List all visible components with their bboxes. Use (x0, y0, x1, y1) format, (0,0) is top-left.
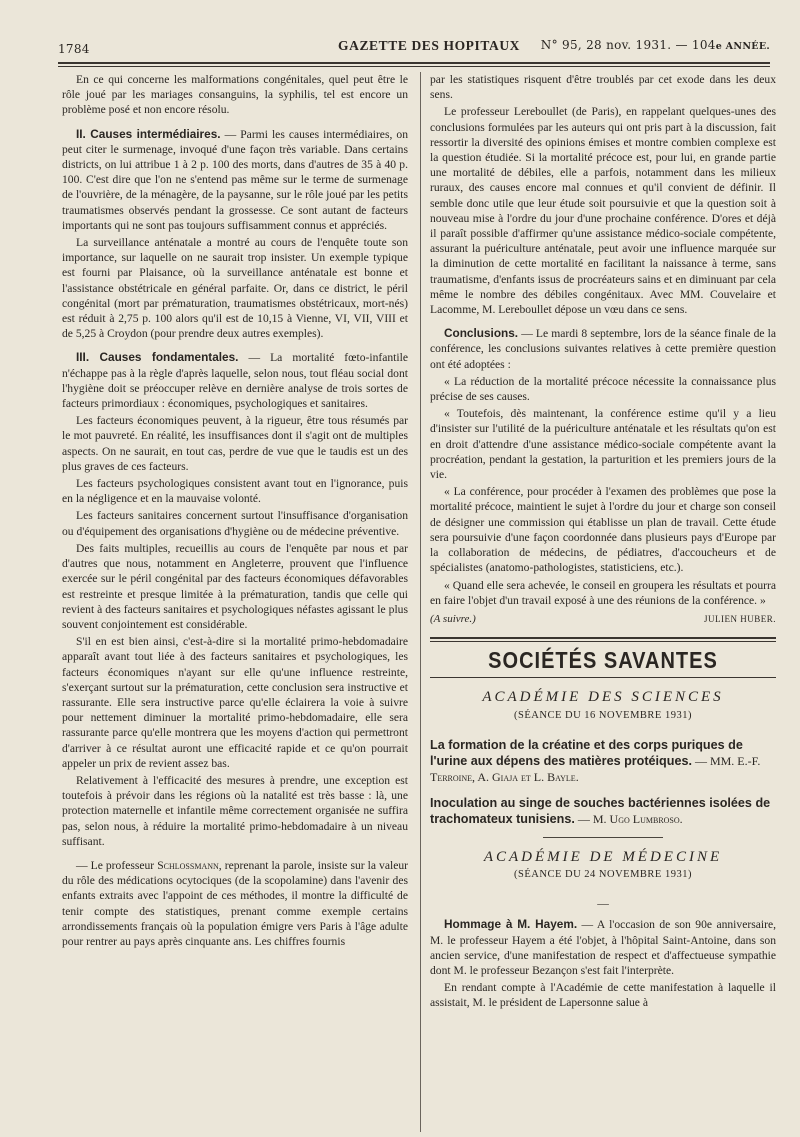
academy-heading: ACADÉMIE DES SCIENCES (482, 689, 724, 706)
section-rule-thin (430, 641, 776, 642)
session-date: (SÉANCE DU 16 NOVEMBRE 1931) (514, 709, 692, 721)
paragraph: La surveillance anténatale a montré au cours de l'enquête toute son importance, sur laquelle on ne saurait trop insister. Un exemple typique est fourni par Plaisance, où la surveillance anténatale est bonne et l'assistance obstétricale en général parfaite. Or, dans ce district, le péril congénital (mort par prématuration, traumatismes obstétricaux, mort-nés) est réduit à 2,75 p. 100 alors qu'il est de 10,15 à Vienne, VI, VII, VIII et de 5,25 à Croydon (pour prendre deux autres exemples). (62, 236, 408, 341)
paragraph: En ce qui concerne les malformations congénitales, quel peut être le rôle joué par les mariages consanguins, la syphilis, tel est encore un problème posé et non encore résolu. (62, 73, 408, 117)
paragraph: Relativement à l'efficacité des mesures à prendre, une exception est toutefois à prévoir dans les régions où la natalité est très basse : là, une protection maternelle et infantile même correctement organisée ne suffira pas, selon nous, à réduire la mortalité primo-hebdomadaire à un niveau suffisant. (62, 773, 408, 848)
journal-title: GAZETTE DES HOPITAUX (338, 38, 521, 53)
communication: La formation de la créatine et des corps puriques de l'urine aux dépens des matières protéiques. — MM. E.-F. Terroine, A. Giaja et L. Bayle. (430, 737, 761, 784)
paragraph: Les facteurs sanitaires concernent surtout l'insuffisance d'organisation ou d'équipement des organisations d'hygiène ou de médecine préventive. (62, 509, 408, 538)
signature-row (430, 612, 776, 627)
paragraph: « La réduction de la mortalité précoce nécessite la connaissance plus précise de ses causes. (430, 374, 776, 404)
left-column (62, 72, 408, 951)
paragraph: Des faits multiples, recueillis au cours de l'enquête par nous et par d'autres que nous, notamment en Angleterre, prouvent que l'influence exercée sur le péril congénital par des facteurs économiques défavorables est restreinte et presque limitée à la prématuration, tandis que celle qui revient à des facteurs sanitaires et psychologiques néfastes agissant le plus souvent conjointement est considérable. (62, 541, 408, 631)
page-number: 1784 (58, 42, 90, 56)
author-signature: JULIEN HUBER. (704, 613, 776, 624)
section-heading: II. Causes intermédiaires. (76, 126, 221, 141)
paragraph: Hommage à M. Hayem. — A l'occasion de son 90e anniversaire, M. le professeur Hayem a été l'objet, à l'hôpital Saint-Antoine, dans son ancien service, d'une manifestation de respect et d'affectueuse sympathie dont M. le professeur Bezançon s'est fait l'interprète. (430, 917, 776, 977)
right-column (430, 72, 776, 1013)
paragraph: par les statistiques risquent d'être troublés par cet exode dans les deux sens. (430, 73, 776, 102)
issue-info: N° 95, 28 nov. 1931. — 104e ANNÉE. (540, 38, 770, 52)
paragraph: Les facteurs économiques peuvent, à la rigueur, être tous résumés par le mot pauvreté. En réalité, les insuffisances dont il s'agit ont de multiples aspects. On ne saurait, en tout cas, perdre de vue que le taudis est un des plus graves de ces facteurs. (62, 414, 408, 473)
divider-dash: — (597, 897, 609, 911)
paragraph: II. Causes intermédiaires. — Parmi les causes intermédiaires, on peut citer le surmenage, invoqué d'une façon très variable. Dans certains districts, on lui attribue 1 à 2 p. 100 des morts, dans d'autres de 35 à 40 p. 100. C'est dire que l'on ne s'entend pas même sur le terme de surmenage de l'ouvrière, de la ménagère, de la paysanne, sur le rôle joué par les petits traumatismes observés pendant la grossesse. Ce sont autant de facteurs importants qui ne sont pas toujours suffisamment connus et appréciés. (62, 126, 408, 232)
section-heading: Hommage à M. Hayem. (444, 917, 578, 932)
to-be-continued: (A suivre.) (430, 612, 476, 625)
section-heading: Conclusions. (444, 326, 519, 341)
paragraph: Les facteurs psychologiques consistent avant tout en l'ignorance, puis en la négligence et en la mauvaise volonté. (62, 477, 408, 506)
paragraph: — Le professeur Schlossmann, reprenant la parole, insiste sur la valeur du rôle des médications ocytociques (de la scopolamine) dans l'avenir des enfants extraits avec l'appoint de ces méthodes, il montre la difficulté de tenir compte des statistiques, prenant comme exemple certains arrondissements français où la population émigre vers Paris à l'âge adulte pour rentrer au pays après cinquante ans. Les chiffres fournis (62, 858, 409, 948)
paragraph: « La conférence, pour procéder à l'examen des problèmes que pose la mortalité précoce, maintient le sujet à l'ordre du jour et charge son conseil de désigner une commission qui établisse un plan de travail. Cette étude sera poursuivie d'une façon coordonnée dans plusieurs pays d'Europe par la collaboration de médecins, de pédiatres, d'accoucheurs et de spécialistes (anatomo-pathologistes, statisticiens, etc.). (430, 485, 776, 575)
divider (543, 837, 663, 838)
section-heading: III. Causes fondamentales. (76, 350, 239, 365)
paragraph: Le professeur Lereboullet (de Paris), en rappelant quelques-unes des conclusions formulées par les auteurs qui ont pris part à la discussion, fait ressortir la diversité des opinions émises et montre combien complexe est la question étudiée. Si la mortalité précoce est, pour lui, en grande partie une mortalité de débiles, elle a parfois, notamment dans les milieux ruraux, des causes encore mal connues et qu'il convient de définir. Il semble donc utile que leur étude soit poursuivie et que la question soit à nouveau mise à l'ordre du jour d'une prochaine conférence. D'ores et déjà il paraît possible d'affirmer qu'une assistance médico-sociale compétente, assurant la puériculture anténatale, peut avoir une influence marquée sur la diminution de cette mortalité en facilitant la naissance à terme, sans traumatisme, d'enfants issus de procréateurs sains et en diminuant par cela même le nombre des débiles congénitaux. Avec MM. Couvelaire et Lacomme, M. Lereboullet dépose un vœu dans ce sens. (430, 105, 776, 317)
page-header (58, 38, 770, 58)
section-title: SOCIÉTÉS SAVANTES (488, 648, 718, 674)
paragraph: « Quand elle sera achevée, le conseil en groupera les résultats et pourra en faire l'objet d'un travail exposé à une des réunions de la conférence. » (430, 578, 776, 607)
paragraph: III. Causes fondamentales. — La mortalité fœto-infantile n'échappe pas à la règle d'après laquelle, selon nous, tout fléau social dont l'hygiène doit se préoccuper relève en dernière analyse de trois sortes de facteurs primordiaux : économiques, psychologiques et sanitaires. (62, 350, 408, 411)
column-separator (420, 72, 421, 1132)
paragraph: En rendant compte à l'Académie de cette manifestation à laquelle il assistait, M. le président de Lapersonne salue à (430, 981, 776, 1010)
paragraph: S'il en est bien ainsi, c'est-à-dire si la mortalité primo-hebdomadaire apparaît avant tout liée à des facteurs sanitaires et psychologiques, les facteurs économiques n'ayant sur elle qu'une influence restreinte, s'exerçant surtout sur la prématuration, cette conclusion sera instructive et rassurante. Elle sera instructive parce qu'elle éclairera la voie à suivre pour nettement diminuer la mortalité primo-hebdomadaire, elle sera rassurante parce qu'elle montrera que les moyens d'action qui permettront d'arriver à ce résultat auront une efficacité rapide et ce qu'on pourrait appeler un prix de revient assez bas. (62, 635, 408, 770)
academy-heading: ACADÉMIE DE MÉDECINE (483, 848, 723, 865)
header-rule-thin (58, 66, 770, 67)
header-rule (58, 62, 770, 64)
paragraph: « Toutefois, dès maintenant, la conférence estime qu'il y a lieu d'insister sur l'utilité de la puériculture anténatale et les résultats qu'on est en droit d'attendre d'une assistance médico-sociale compétente avant la procréation, pendant la gestation, la parturition et les premiers jours de la vie. (430, 407, 776, 482)
section-rule-thin (430, 677, 776, 678)
paragraph: Conclusions. — Le mardi 8 septembre, lors de la séance finale de la conférence, les conclusions suivantes relatives à cette première question ont été adoptées : (430, 326, 776, 371)
section-rule (430, 637, 776, 639)
communication: Inoculation au singe de souches bactériennes isolées de trachomateux tunisiens. — M. Ugo Lumbroso. (430, 795, 771, 826)
session-date: (SÉANCE DU 24 NOVEMBRE 1931) (514, 868, 692, 880)
